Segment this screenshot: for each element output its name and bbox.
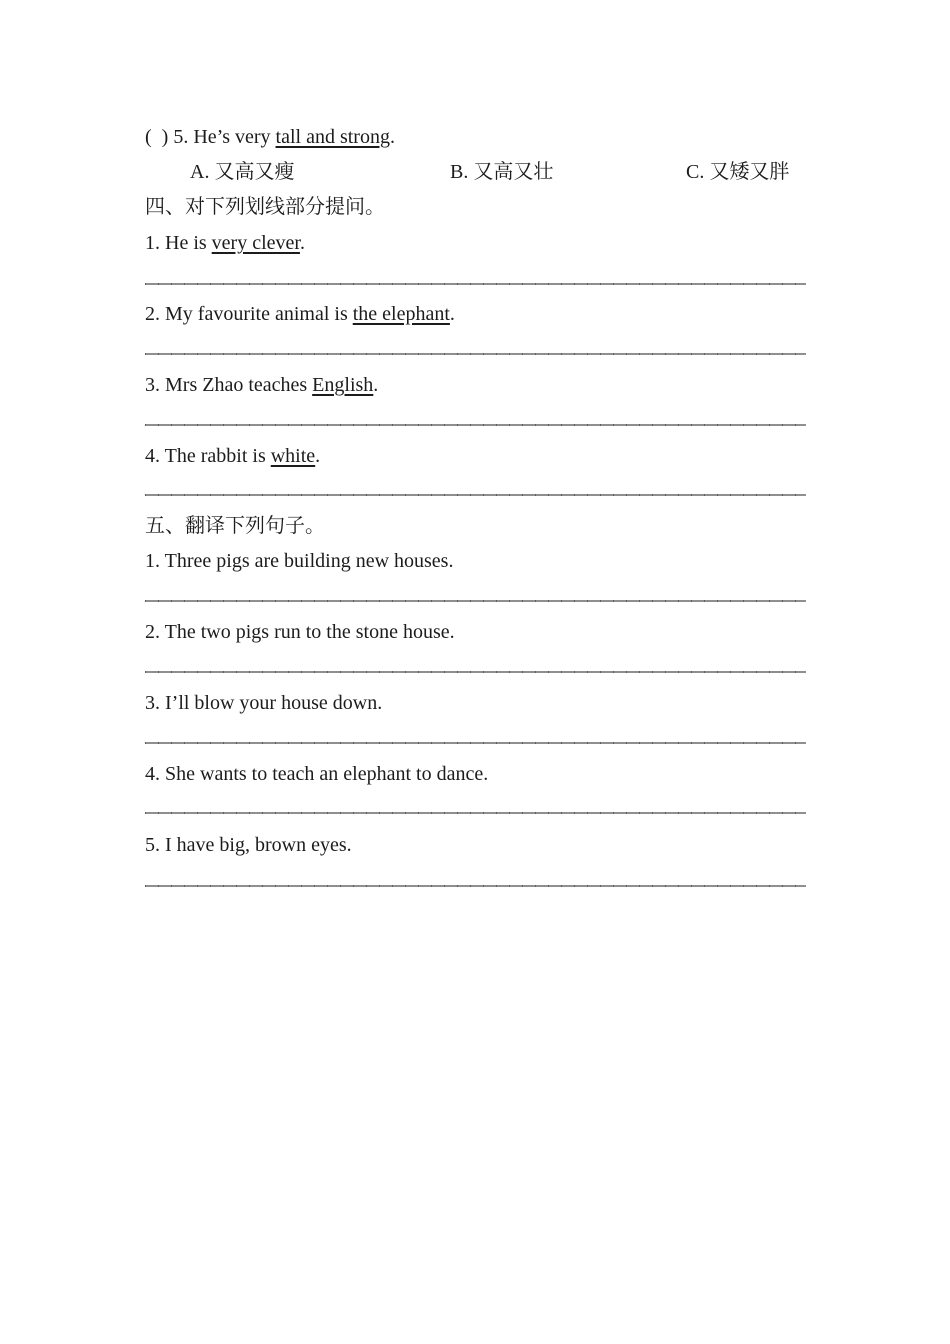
item-prefix: 4. The rabbit is — [145, 445, 271, 467]
question-5-prefix: ( ) 5. He’s very — [145, 126, 276, 148]
item-period: . — [299, 232, 305, 254]
answer-line — [145, 353, 806, 355]
section-5-item-1: 1. Three pigs are building new houses. — [145, 550, 454, 572]
answer-line — [145, 600, 806, 602]
section-5-item-4: 4. She wants to teach an elephant to dance. — [145, 763, 489, 785]
answer-line — [145, 671, 806, 673]
item-prefix: 2. My favourite animal is — [145, 303, 353, 325]
answer-line — [145, 494, 806, 496]
item-underlined-phrase: very clever — [211, 232, 300, 254]
question-5-period: . — [389, 126, 395, 148]
item-period: . — [449, 303, 455, 325]
section-5-heading: 五、翻译下列句子。 — [145, 515, 325, 537]
section-5-item-3: 3. I’ll blow your house down. — [145, 692, 383, 714]
item-period: . — [315, 445, 321, 467]
section-4-item-1 — [145, 232, 825, 254]
option-a: A. 又高又瘦 — [190, 161, 295, 183]
section-5-item-2: 2. The two pigs run to the stone house. — [145, 621, 455, 643]
answer-line — [145, 885, 806, 887]
item-prefix: 1. He is — [145, 232, 212, 254]
option-b: B. 又高又壮 — [450, 161, 554, 183]
answer-line — [145, 283, 806, 285]
item-underlined-phrase: white — [270, 445, 316, 467]
answer-line — [145, 742, 806, 744]
answer-line — [145, 812, 806, 814]
section-4-heading: 四、对下列划线部分提问。 — [145, 196, 385, 218]
item-period: . — [373, 374, 379, 396]
question-5-options — [145, 161, 825, 183]
answer-line — [145, 424, 806, 426]
section-5-item-5: 5. I have big, brown eyes. — [145, 834, 352, 856]
question-5 — [145, 126, 825, 148]
item-underlined-phrase: the elephant — [352, 303, 450, 325]
section-4-item-3 — [145, 374, 825, 396]
question-5-underlined-phrase: tall and strong — [275, 126, 390, 148]
section-4-item-2 — [145, 303, 825, 325]
item-prefix: 3. Mrs Zhao teaches — [145, 374, 313, 396]
section-4-item-4 — [145, 445, 825, 467]
option-c: C. 又矮又胖 — [686, 161, 790, 183]
item-underlined-phrase: English — [312, 374, 374, 396]
